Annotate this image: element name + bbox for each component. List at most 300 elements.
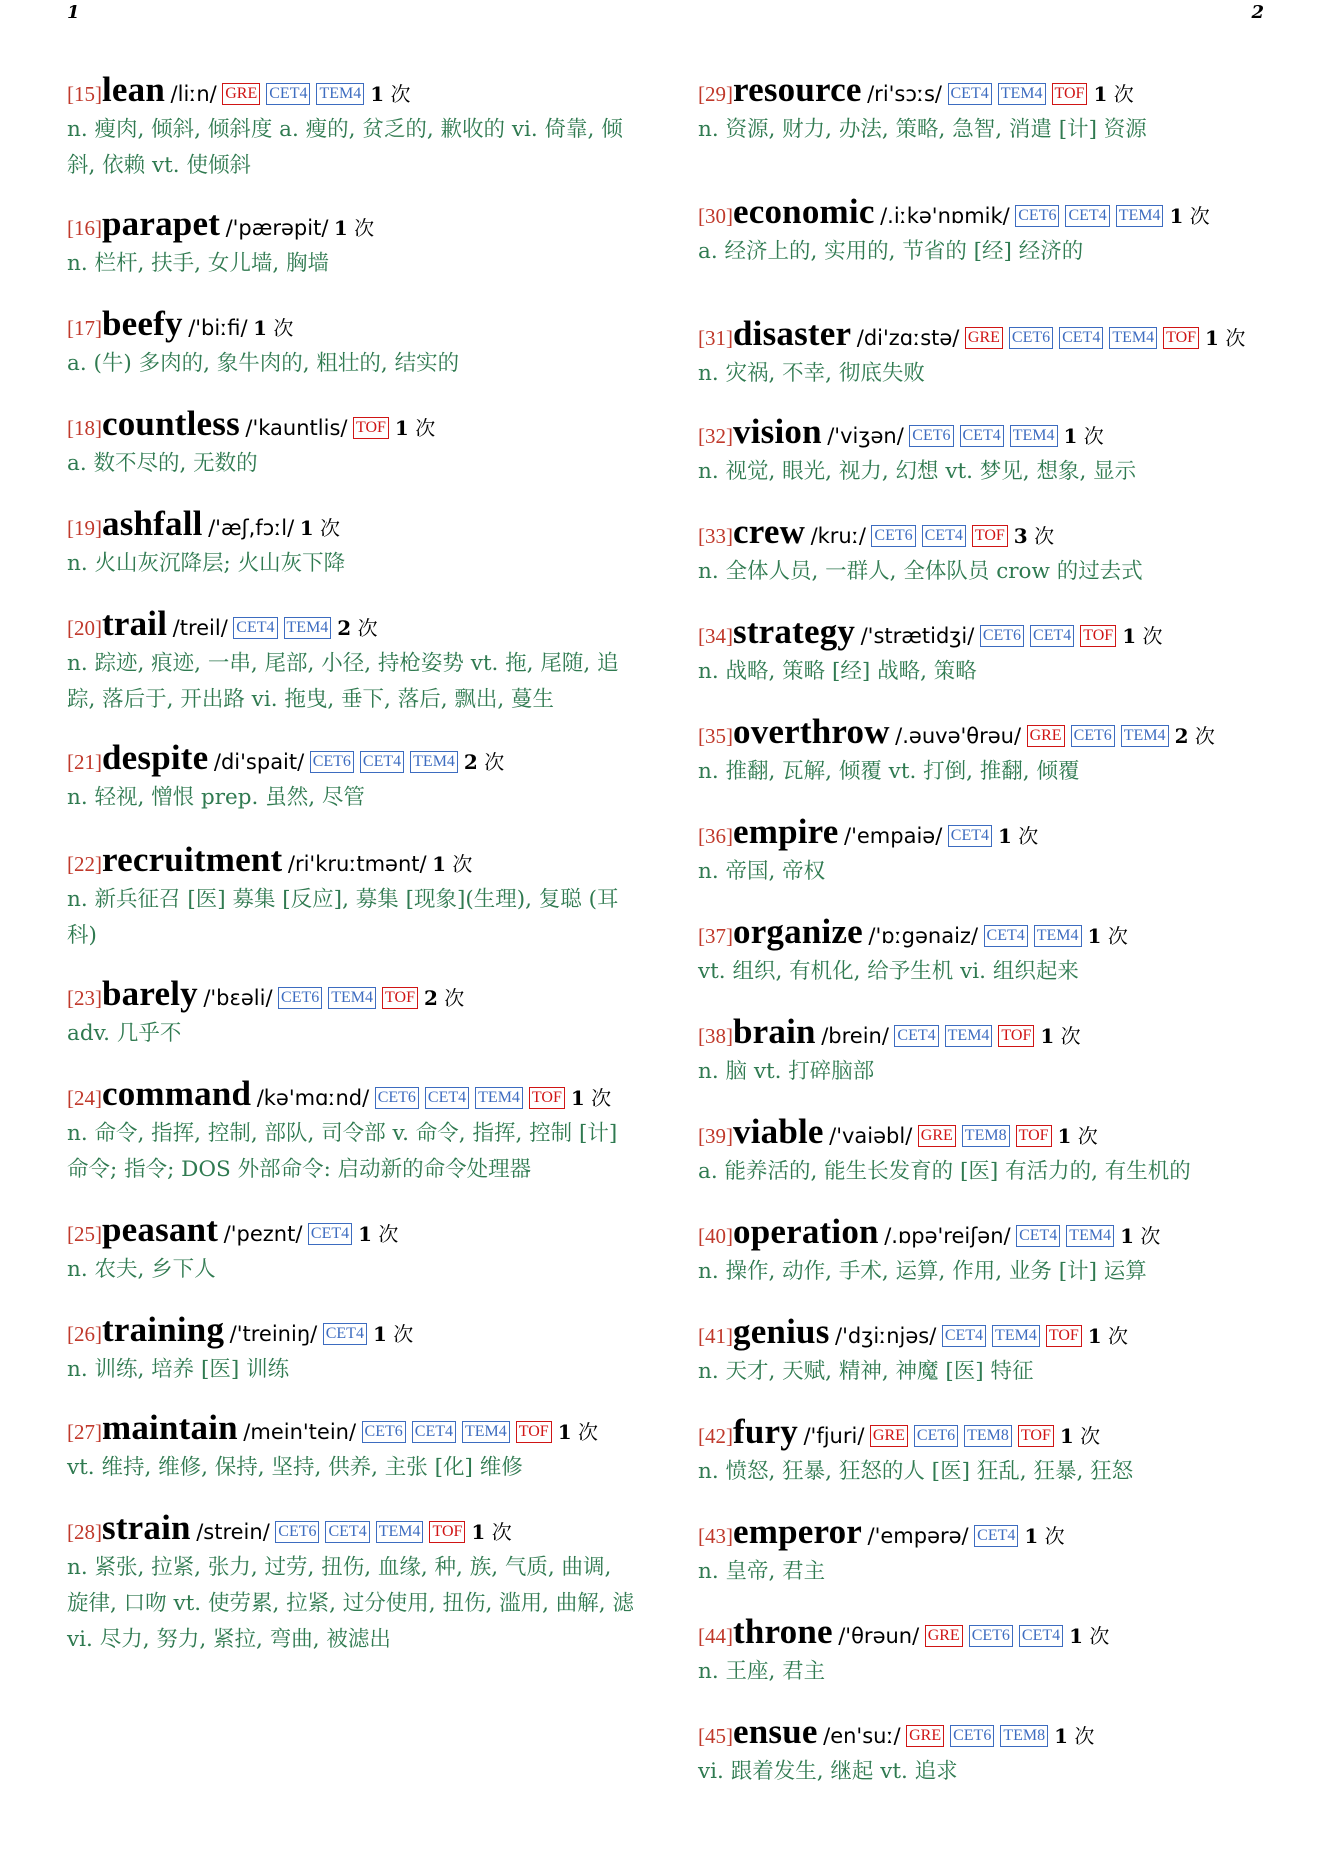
exam-tag: TEM8 — [964, 1425, 1012, 1447]
headword: brain — [733, 1012, 816, 1051]
phonetic: /kə'mɑːnd/ — [256, 1086, 370, 1110]
vocab-entry — [698, 316, 1270, 392]
frequency-count: 3 — [1013, 524, 1028, 548]
frequency — [471, 1520, 511, 1544]
headword: beefy — [102, 304, 183, 343]
entry-number: [37] — [698, 924, 733, 948]
entry-number: [15] — [67, 82, 102, 106]
exam-tag: TOF — [972, 525, 1008, 547]
entry-headline — [67, 306, 639, 346]
entry-headline — [698, 414, 1270, 454]
definition: n. 新兵征召 [医] 募集 [反应], 募集 [现象](生理), 复聪 (耳科) — [67, 887, 619, 948]
frequency-unit: 次 — [1194, 724, 1215, 748]
headword: crew — [733, 512, 806, 551]
definition: n. 帝国, 帝权 — [698, 859, 826, 884]
entry-number: [18] — [67, 416, 102, 440]
vocab-entry — [698, 914, 1270, 990]
frequency-unit: 次 — [1018, 824, 1039, 848]
vocab-entry — [698, 1014, 1270, 1090]
frequency-unit: 次 — [1044, 1524, 1065, 1548]
entry-number: [19] — [67, 516, 102, 540]
exam-tag: CET4 — [922, 525, 966, 547]
frequency — [432, 852, 472, 876]
frequency — [1064, 424, 1104, 448]
frequency-unit: 次 — [1080, 1424, 1101, 1448]
frequency — [1069, 1624, 1109, 1648]
frequency — [1040, 1024, 1080, 1048]
headword: parapet — [102, 204, 221, 243]
entry-headline — [67, 606, 639, 646]
vocab-entry — [67, 740, 639, 816]
entry-headline — [67, 72, 639, 112]
vocab-entry — [698, 1514, 1270, 1590]
frequency-unit: 次 — [1077, 1124, 1098, 1148]
exam-tag: TEM4 — [945, 1025, 993, 1047]
headword: lean — [102, 70, 166, 109]
exam-tag: TEM4 — [1116, 205, 1164, 227]
exam-tag: CET4 — [360, 751, 404, 773]
frequency-unit: 次 — [415, 416, 436, 440]
headword: ensue — [733, 1712, 818, 1751]
frequency-unit: 次 — [1034, 524, 1055, 548]
exam-tag: CET6 — [275, 1521, 319, 1543]
phonetic: /'kauntlis/ — [245, 416, 348, 440]
exam-tag: CET6 — [871, 525, 915, 547]
entry-number: [22] — [67, 852, 102, 876]
frequency — [300, 516, 340, 540]
frequency-count: 1 — [1205, 326, 1219, 350]
entry-number: [25] — [67, 1222, 102, 1246]
phonetic: /'pærəpit/ — [225, 216, 329, 240]
vocab-entry — [698, 514, 1270, 590]
exam-tag: CET4 — [1065, 205, 1109, 227]
frequency-count: 2 — [423, 986, 438, 1010]
phonetic: /'treiniŋ/ — [229, 1322, 318, 1346]
frequency — [1014, 524, 1054, 548]
vocab-entry — [698, 1614, 1270, 1690]
exam-tag: CET4 — [1030, 625, 1074, 647]
frequency — [253, 316, 293, 340]
frequency-unit: 次 — [577, 1420, 598, 1444]
exam-tag: TOF — [1016, 1125, 1052, 1147]
frequency-unit: 次 — [491, 1520, 512, 1544]
headword: empire — [733, 812, 839, 851]
entry-headline — [698, 1414, 1270, 1454]
frequency-unit: 次 — [1107, 924, 1128, 948]
exam-tag: TOF — [382, 987, 418, 1009]
definition: n. 训练, 培养 [医] 训练 — [67, 1357, 290, 1382]
exam-tag: GRE — [906, 1725, 944, 1747]
exam-tag: TEM4 — [1109, 327, 1157, 349]
frequency-unit: 次 — [452, 852, 473, 876]
entry-headline — [67, 1212, 639, 1252]
vocab-entry — [698, 814, 1270, 890]
exam-tag: CET4 — [984, 925, 1028, 947]
phonetic: /'dʒiːnjəs/ — [835, 1324, 937, 1348]
entry-headline — [698, 316, 1270, 356]
frequency-unit: 次 — [591, 1086, 612, 1110]
definition: n. 火山灰沉降层; 火山灰下降 — [67, 551, 346, 576]
frequency-unit: 次 — [1142, 624, 1163, 648]
exam-tag: TOF — [1018, 1425, 1054, 1447]
frequency-unit: 次 — [1225, 326, 1246, 350]
entry-headline — [698, 1214, 1270, 1254]
frequency — [373, 1322, 413, 1346]
headword: throne — [733, 1612, 833, 1651]
exam-tag: CET4 — [1019, 1625, 1063, 1647]
definition: n. 资源, 财力, 办法, 策略, 急智, 消遣 [计] 资源 — [698, 117, 1147, 142]
frequency — [1088, 924, 1128, 948]
exam-tag: CET6 — [969, 1625, 1013, 1647]
page-number-right: 2 — [1251, 2, 1264, 23]
exam-tag: TEM4 — [376, 1521, 424, 1543]
vocab-entry — [698, 414, 1270, 490]
frequency-count: 1 — [1024, 1524, 1039, 1548]
entry-headline — [698, 72, 1270, 112]
frequency — [464, 750, 504, 774]
definition: n. 战略, 策略 [经] 战略, 策略 — [698, 659, 977, 684]
entry-headline — [67, 976, 639, 1016]
frequency-unit: 次 — [1189, 204, 1210, 228]
entry-number: [43] — [698, 1524, 733, 1548]
exam-tag: TEM4 — [410, 751, 458, 773]
entry-headline — [698, 614, 1270, 654]
exam-tag: TEM4 — [328, 987, 376, 1009]
headword: organize — [733, 912, 863, 951]
exam-tag: CET6 — [362, 1421, 406, 1443]
entry-headline — [67, 1410, 639, 1450]
frequency-unit: 次 — [1113, 82, 1134, 106]
entry-number: [27] — [67, 1420, 102, 1444]
headword: countless — [102, 404, 240, 443]
exam-tag: CET4 — [1016, 1225, 1060, 1247]
exam-tag: TOF — [1080, 625, 1116, 647]
headword: fury — [733, 1412, 798, 1451]
vocab-entry — [698, 1714, 1270, 1790]
exam-tag: CET4 — [960, 425, 1004, 447]
entry-number: [20] — [67, 616, 102, 640]
exam-tag: CET6 — [909, 425, 953, 447]
frequency — [1054, 1724, 1094, 1748]
entry-headline — [698, 1014, 1270, 1054]
phonetic: /'empərə/ — [867, 1524, 969, 1548]
frequency-count: 2 — [1174, 724, 1189, 748]
entry-number: [36] — [698, 824, 733, 848]
frequency-count: 1 — [1059, 1424, 1074, 1448]
vocab-entry — [698, 1114, 1270, 1190]
phonetic: /liːn/ — [170, 82, 217, 106]
definition: vt. 组织, 有机化, 给予生机 vi. 组织起来 — [698, 959, 1079, 984]
exam-tag: CET4 — [948, 83, 992, 105]
exam-tag: CET4 — [308, 1223, 352, 1245]
exam-tag: CET6 — [278, 987, 322, 1009]
entry-number: [28] — [67, 1520, 102, 1544]
vocab-entry — [698, 1314, 1270, 1390]
phonetic: /'empaiə/ — [844, 824, 943, 848]
vocab-entry — [67, 1510, 639, 1658]
frequency-unit: 次 — [378, 1222, 399, 1246]
definition: n. 视觉, 眼光, 视力, 幻想 vt. 梦见, 想象, 显示 — [698, 459, 1137, 484]
frequency-count: 1 — [372, 1322, 387, 1346]
vocab-entry — [67, 1410, 639, 1486]
entry-number: [32] — [698, 424, 733, 448]
frequency-count: 1 — [333, 216, 348, 240]
exam-tag: TOF — [516, 1421, 552, 1443]
frequency-unit: 次 — [444, 986, 465, 1010]
frequency-unit: 次 — [1140, 1224, 1161, 1248]
phonetic: /'ɒːgənaiz/ — [868, 924, 979, 948]
vocab-column-left — [67, 72, 639, 1658]
frequency-count: 1 — [1054, 1724, 1069, 1748]
vocab-entry — [67, 606, 639, 718]
frequency-count: 1 — [299, 516, 314, 540]
exam-tag: GRE — [925, 1625, 963, 1647]
headword: economic — [733, 192, 875, 231]
vocab-entry — [67, 1076, 639, 1188]
vocab-entry — [67, 206, 639, 282]
headword: training — [102, 1310, 225, 1349]
frequency-count: 1 — [1069, 1624, 1084, 1648]
entry-number: [40] — [698, 1224, 733, 1248]
phonetic: /'peznt/ — [223, 1222, 303, 1246]
vocab-entry — [698, 614, 1270, 690]
frequency-count: 1 — [998, 824, 1012, 848]
frequency-count: 1 — [432, 852, 447, 876]
phonetic: /brein/ — [821, 1024, 889, 1048]
headword: genius — [733, 1312, 830, 1351]
frequency — [998, 824, 1038, 848]
vocab-entry — [67, 842, 639, 954]
exam-tag: TOF — [529, 1087, 565, 1109]
exam-tag: GRE — [965, 327, 1003, 349]
headword: strategy — [733, 612, 856, 651]
exam-tag: CET4 — [425, 1087, 469, 1109]
entry-number: [38] — [698, 1024, 733, 1048]
phonetic: /di'zɑːstə/ — [856, 326, 960, 350]
exam-tag: TEM4 — [1066, 1225, 1114, 1247]
definition: n. 栏杆, 扶手, 女儿墙, 胸墙 — [67, 251, 330, 276]
exam-tag: CET6 — [914, 1425, 958, 1447]
headword: ashfall — [102, 504, 203, 543]
frequency-unit: 次 — [273, 316, 294, 340]
exam-tag: TEM8 — [962, 1125, 1010, 1147]
phonetic: /'vaiəbl/ — [829, 1124, 913, 1148]
exam-tag: CET4 — [233, 617, 277, 639]
phonetic: /'bɛəli/ — [203, 986, 273, 1010]
frequency-count: 1 — [1087, 924, 1102, 948]
frequency-count: 1 — [1169, 204, 1184, 228]
phonetic: /.əuvə'θrəu/ — [895, 724, 1022, 748]
exam-tag: CET4 — [942, 1325, 986, 1347]
frequency-count: 1 — [1040, 1024, 1055, 1048]
definition: n. 皇帝, 君主 — [698, 1559, 826, 1584]
frequency — [1205, 326, 1245, 350]
frequency — [558, 1420, 598, 1444]
exam-tag: TEM4 — [316, 83, 364, 105]
exam-tag: TOF — [1046, 1325, 1082, 1347]
vocab-entry — [698, 714, 1270, 790]
definition: adv. 几乎不 — [67, 1021, 182, 1046]
vocab-column-right — [698, 72, 1270, 1790]
phonetic: /treil/ — [172, 616, 228, 640]
entry-headline — [698, 1314, 1270, 1354]
phonetic: /strein/ — [196, 1520, 270, 1544]
definition: n. 踪迹, 痕迹, 一串, 尾部, 小径, 持枪姿势 vt. 拖, 尾随, 追踪, 落后于, 开出路 vi. 拖曳, 垂下, 落后, 飘出, 蔓生 — [67, 651, 619, 712]
entry-number: [24] — [67, 1086, 102, 1110]
entry-number: [30] — [698, 204, 733, 228]
frequency — [370, 82, 410, 106]
vocab-entry — [67, 506, 639, 582]
entry-number: [23] — [67, 986, 102, 1010]
exam-tag: TEM8 — [1000, 1725, 1048, 1747]
exam-tag: TEM4 — [1010, 425, 1058, 447]
frequency-count: 1 — [370, 82, 385, 106]
entry-headline — [698, 1114, 1270, 1154]
exam-tag: TEM4 — [475, 1087, 523, 1109]
exam-tag: TOF — [1052, 83, 1088, 105]
definition: n. 命令, 指挥, 控制, 部队, 司令部 v. 命令, 指挥, 控制 [计] 命令; 指令; DOS 外部命令: 启动新的命令处理器 — [67, 1121, 618, 1182]
definition: a. (牛) 多肉的, 象牛肉的, 粗壮的, 结实的 — [67, 351, 460, 376]
entry-number: [39] — [698, 1124, 733, 1148]
entry-number: [34] — [698, 624, 733, 648]
frequency — [1024, 1524, 1064, 1548]
exam-tag: CET4 — [266, 83, 310, 105]
definition: n. 推翻, 瓦解, 倾覆 vt. 打倒, 推翻, 倾覆 — [698, 759, 1080, 784]
exam-tag: CET6 — [1009, 327, 1053, 349]
entry-headline — [698, 514, 1270, 554]
phonetic: /'strætidʒi/ — [860, 624, 975, 648]
frequency-count: 1 — [570, 1086, 585, 1110]
exam-tag: TEM4 — [462, 1421, 510, 1443]
vocab-entry — [67, 72, 639, 184]
frequency-unit: 次 — [320, 516, 340, 540]
headword: disaster — [733, 314, 852, 353]
frequency-count: 1 — [358, 1222, 373, 1246]
frequency-count: 1 — [394, 416, 409, 440]
frequency-count: 2 — [337, 616, 352, 640]
frequency — [1120, 1224, 1160, 1248]
phonetic: /di'spait/ — [213, 750, 305, 774]
entry-headline — [698, 1714, 1270, 1754]
phonetic: /ri'sɔːs/ — [867, 82, 942, 106]
frequency — [1093, 82, 1133, 106]
exam-tag: GRE — [870, 1425, 908, 1447]
exam-tag: CET6 — [1015, 205, 1059, 227]
phonetic: /.iːkə'nɒmik/ — [880, 204, 1010, 228]
definition: n. 农夫, 乡下人 — [67, 1257, 216, 1282]
entry-number: [42] — [698, 1424, 733, 1448]
entry-headline — [698, 194, 1270, 234]
phonetic: /'fjuri/ — [803, 1424, 865, 1448]
frequency — [1169, 204, 1209, 228]
frequency-unit: 次 — [393, 1322, 414, 1346]
frequency-count: 1 — [471, 1520, 486, 1544]
exam-tag: TEM4 — [1034, 925, 1082, 947]
exam-tag: TOF — [998, 1025, 1034, 1047]
exam-tag: CET4 — [412, 1421, 456, 1443]
headword: peasant — [102, 1210, 219, 1249]
vocab-entry — [698, 1214, 1270, 1290]
frequency-unit: 次 — [354, 216, 375, 240]
entry-headline — [67, 1076, 639, 1116]
exam-tag: CET6 — [1071, 725, 1115, 747]
entry-headline — [67, 842, 639, 882]
entry-number: [26] — [67, 1322, 102, 1346]
entry-number: [35] — [698, 724, 733, 748]
headword: vision — [733, 412, 822, 451]
vocab-entry — [698, 194, 1270, 270]
phonetic: /'viʒən/ — [827, 424, 904, 448]
frequency-count: 1 — [253, 316, 268, 340]
frequency-count: 1 — [1093, 82, 1108, 106]
definition: a. 经济上的, 实用的, 节省的 [经] 经济的 — [698, 239, 1084, 264]
frequency — [334, 216, 374, 240]
vocab-entry — [67, 306, 639, 382]
vocab-entry — [67, 976, 639, 1052]
definition: n. 瘦肉, 倾斜, 倾斜度 a. 瘦的, 贫乏的, 歉收的 vi. 倚靠, 倾斜, 依赖 vt. 使倾斜 — [67, 117, 623, 178]
entry-headline — [698, 914, 1270, 954]
definition: n. 操作, 动作, 手术, 运算, 作用, 业务 [计] 运算 — [698, 1259, 1147, 1284]
frequency — [1058, 1124, 1098, 1148]
frequency-unit: 次 — [1060, 1024, 1081, 1048]
entry-number: [31] — [698, 326, 733, 350]
headword: maintain — [102, 1408, 238, 1447]
exam-tag: GRE — [222, 83, 260, 105]
frequency-unit: 次 — [1074, 1724, 1095, 1748]
frequency-count: 1 — [1087, 1324, 1102, 1348]
frequency-unit: 次 — [1089, 1624, 1110, 1648]
frequency — [571, 1086, 611, 1110]
headword: emperor — [733, 1512, 863, 1551]
phonetic: /.ɒpə'reiʃən/ — [884, 1224, 1011, 1248]
definition: n. 灾祸, 不幸, 彻底失败 — [698, 361, 925, 386]
frequency-unit: 次 — [1108, 1324, 1129, 1348]
frequency — [1122, 624, 1162, 648]
headword: despite — [102, 738, 209, 777]
exam-tag: TOF — [353, 417, 389, 439]
entry-headline — [698, 1614, 1270, 1654]
frequency — [337, 616, 377, 640]
entry-headline — [67, 740, 639, 780]
headword: resource — [733, 70, 862, 109]
definition: a. 能养活的, 能生长发育的 [医] 有活力的, 有生机的 — [698, 1159, 1191, 1184]
frequency — [358, 1222, 398, 1246]
exam-tag: CET6 — [980, 625, 1024, 647]
frequency — [1088, 1324, 1128, 1348]
exam-tag: TEM4 — [992, 1325, 1040, 1347]
phonetic: /'θrəun/ — [838, 1624, 920, 1648]
entry-headline — [698, 714, 1270, 754]
entry-number: [41] — [698, 1324, 733, 1348]
entry-number: [33] — [698, 524, 733, 548]
exam-tag: CET4 — [1059, 327, 1103, 349]
phonetic: /en'suː/ — [823, 1724, 901, 1748]
definition: n. 愤怒, 狂暴, 狂怒的人 [医] 狂乱, 狂暴, 狂怒 — [698, 1459, 1134, 1484]
frequency-count: 1 — [1063, 424, 1078, 448]
entry-headline — [67, 406, 639, 446]
frequency — [395, 416, 435, 440]
definition: n. 王座, 君主 — [698, 1659, 826, 1684]
entry-headline — [67, 1510, 639, 1550]
vocab-entry — [67, 1212, 639, 1288]
exam-tag: TEM4 — [998, 83, 1046, 105]
entry-headline — [698, 814, 1270, 854]
phonetic: /mein'tein/ — [243, 1420, 357, 1444]
headword: recruitment — [102, 840, 283, 879]
frequency — [424, 986, 464, 1010]
frequency-count: 1 — [557, 1420, 572, 1444]
headword: trail — [102, 604, 168, 643]
